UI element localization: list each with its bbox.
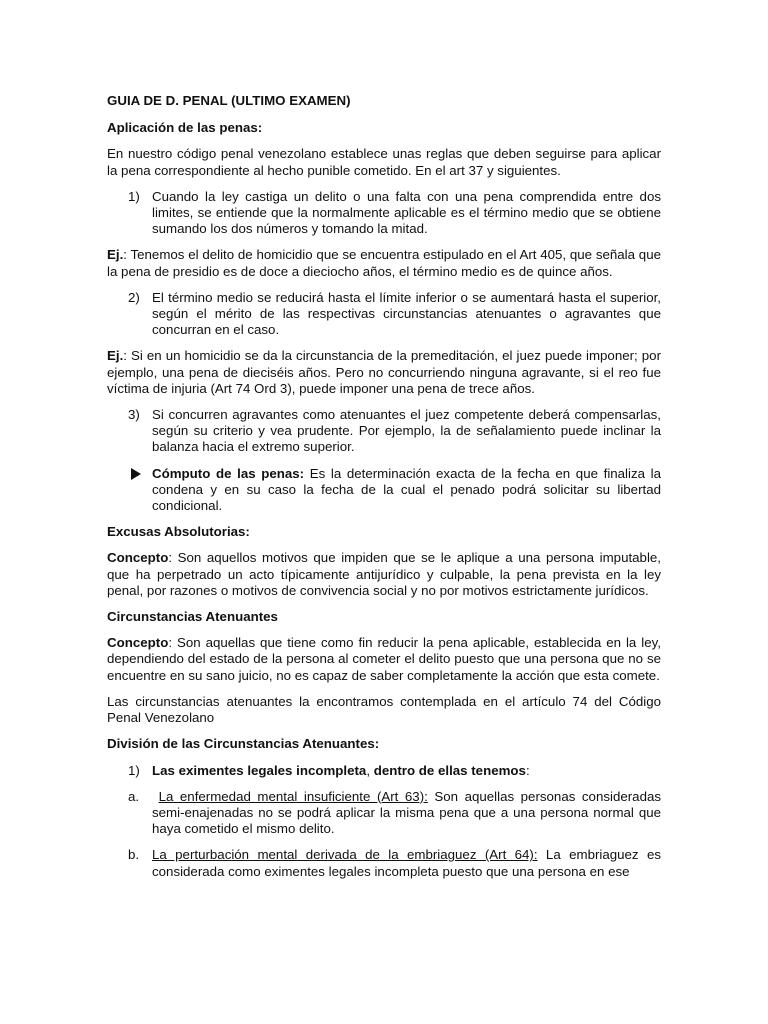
computo-text: Es la determinación exacta de la fecha en que finaliza la condena y en su caso la fecha de la cual el penado podrá solicitar su libertad condicional. [152,465,661,514]
example-2 [107,348,661,397]
paragraph-articulo-74: Las circunstancias atenuantes la encontramos contemplada en el artículo 74 del Código Penal Venezolano [107,693,661,726]
paragraph-concepto-excusas [107,550,661,599]
example-text: : Si en un homicidio se da la circunstancia de la premeditación, el juez puede imponer; por ejemplo, una pena de dieciséis años. Pero no concurriendo ninguna agravante, si el reo fue víctima de injuria (Art 74 Ord 3), puede imponer una pena de trece años. [107,348,661,396]
list-number: 1) [128,188,140,204]
heading-aplicacion-penas: Aplicación de las penas: [107,120,263,136]
paragraph-intro: En nuestro código penal venezolano establece unas reglas que deben seguirse para aplicar la pena correspondiente al hecho punible cometido. En el art 37 y siguientes. [107,146,661,178]
list-letter: a. [128,788,140,804]
list-number: 1) [128,762,140,778]
example-text: : Tenemos el delito de homicidio que se encuentra estipulado en el Art 405, que señala que la pena de presidio es de doce a dieciocho años, el término medio es de quince años. [107,247,661,279]
perturbacion-mental-title: La perturbación mental derivada de la embriaguez (Art 64): [152,847,538,863]
heading-excusas-absolutorias: Excusas Absolutorias: [107,524,250,540]
dentro-bold: dentro de ellas tenemos [373,762,526,778]
colon: : [525,762,530,778]
paragraph-concepto-atenuantes [107,635,661,684]
perturbacion-mental-text: La embriaguez es considerada como eximentes legales incompleta puesto que una persona en ese [152,847,661,879]
eximentes-bold: Las eximentes legales incompleta [152,762,367,778]
list-item-b [107,847,661,879]
list-item-2 [107,290,661,339]
list-item-a [107,789,661,838]
concepto-label: Concepto [107,550,169,566]
list-item-text: Cuando la ley castiga un delito o una falta con una pena comprendida entre dos limites, se entiende que la normalmente aplicable es el término medio que se obtiene sumando los dos números y tomando la mitad. [152,188,661,237]
separator: , [366,762,374,778]
list-number: 3) [128,407,140,423]
computo-label: Cómputo de las penas: [152,465,305,481]
heading-division-atenuantes: División de las Circunstancias Atenuantes: [107,736,380,752]
bullet-computo-penas [107,466,661,515]
list-letter: b. [128,847,140,863]
concepto-text: : Son aquellas que tiene como fin reducir la pena aplicable, establecida en la ley, dependiendo del estado de la persona al cometer el delito puesto que una persona que no se encuentre en su sano juicio, no es capaz de saber completamente la acción que esta comete. [107,635,661,683]
heading-circunstancias-atenuantes: Circunstancias Atenuantes [107,609,278,625]
list-number: 2) [128,289,140,305]
enfermedad-mental-text: Son aquellas personas consideradas semi-enajenadas no se podrá aplicar la misma pena que a una persona normal que haya cometido el mismo delito. [152,788,662,837]
triangle-bullet-icon [131,468,141,480]
list-item-3 [107,407,661,456]
enfermedad-mental-title: La enfermedad mental insuficiente (Art 63): [158,788,428,804]
list-item-1 [107,189,661,238]
concepto-text: : Son aquellos motivos que impiden que se le aplique a una persona imputable, que ha perpetrado un acto típicamente antijurídico y culpable, la pena prevista en la ley penal, por razones o motivos de convivencia social y no por motivos estrictamente jurídicos. [107,550,661,598]
example-label: Ej. [107,348,124,364]
list-item-eximentes [107,763,661,779]
list-item-text: Si concurren agravantes como atenuantes el juez competente deberá compensarlas, según su criterio y vea prudente. Por ejemplo, la de señalamiento puede inclinar la balanza hacia el extremo superior. [152,407,661,455]
example-label: Ej. [107,247,124,263]
list-item-text: El término medio se reducirá hasta el límite inferior o se aumentará hasta el superior, según el mérito de las respectivas circunstancias atenuantes o agravantes que concurran en el caso. [152,289,661,338]
concepto-label: Concepto [107,635,169,651]
example-1 [107,247,661,279]
document-title: GUIA DE D. PENAL (ULTIMO EXAMEN) [107,93,351,108]
